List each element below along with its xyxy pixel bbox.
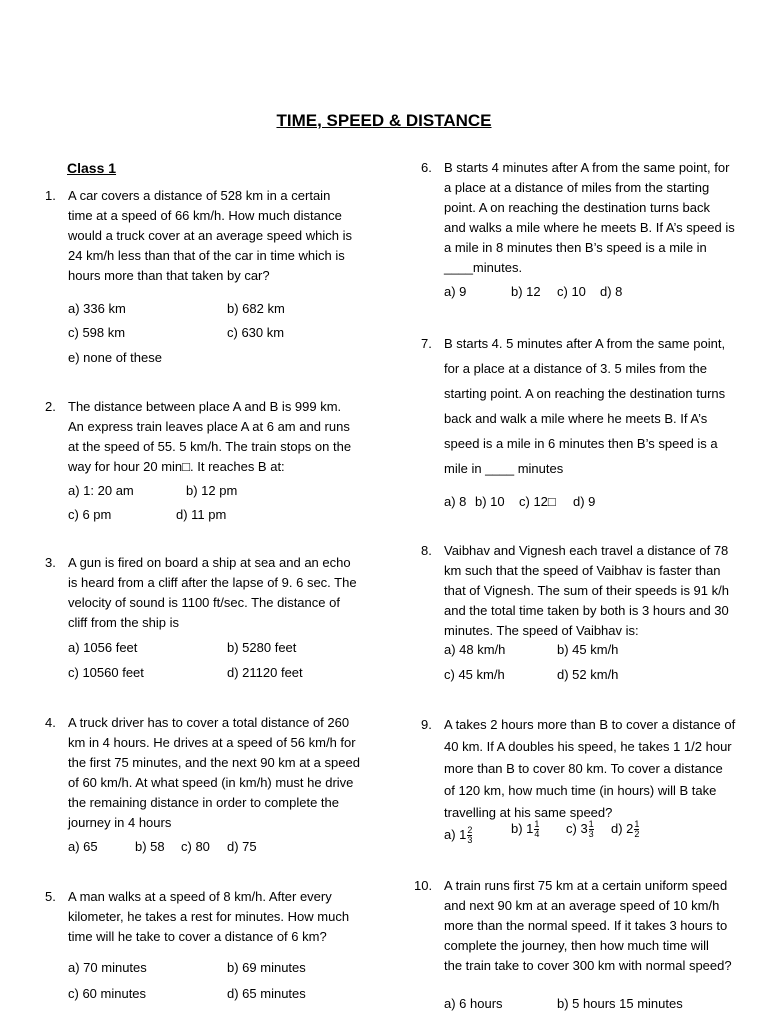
- question-number: 5.: [45, 889, 56, 904]
- option-b: b) 12: [511, 284, 541, 299]
- option-c: c) 10560 feet: [68, 665, 144, 680]
- option-a: a) 8: [444, 494, 467, 509]
- class-heading: Class 1: [67, 160, 117, 176]
- option-d: d) 2 $\frac{1}{2}$: [611, 819, 640, 839]
- option-c: c) 3 $\frac{1}{3}$: [566, 819, 594, 839]
- fraction: $\frac{1}{3}$: [588, 819, 594, 839]
- fraction: $\frac{1}{2}$: [634, 819, 640, 839]
- option-a: a) 1056 feet: [68, 640, 138, 655]
- option-b: b) 1 $\frac{1}{4}$: [511, 819, 540, 839]
- question-3: [45, 553, 378, 633]
- option-d: d) 9: [573, 494, 596, 509]
- question-text: The distance between place A and B is 999 km. An express train leaves place A at 6 am and runs at the speed of 55. 5 km/h. The train stops on the way for hour 20 min□. It reaches B at:: [68, 399, 352, 474]
- question-5: [45, 887, 378, 947]
- option-c: c) 45 km/h: [444, 667, 505, 682]
- option-b: b) 5 hours 15 minutes: [557, 996, 683, 1011]
- fraction: $\frac{2}{3}$: [467, 825, 473, 845]
- question-text: A car covers a distance of 528 km in a certain time at a speed of 66 km/h. How much distance would a truck cover at an average speed which is 24 km/h less than that of the car in time which is hours more than that taken by car?: [68, 188, 352, 283]
- question-text: A man walks at a speed of 8 km/h. After every kilometer, he takes a rest for minutes. How much time will he take to cover a distance of 6 km?: [68, 889, 350, 944]
- option-c-second: c) 630 km: [227, 325, 285, 340]
- option-b: b) 69 minutes: [227, 960, 306, 975]
- question-text: A truck driver has to cover a total distance of 260 km in 4 hours. He drives at a speed of 56 km/h for the first 75 minutes, and the next 90 km at a speed of 60 km/h. At what speed (in km/h) must he drive the remaining distance in order to complete the journey in 4 hours: [68, 715, 360, 830]
- option-c: c) 10: [557, 284, 586, 299]
- question-4: [45, 713, 378, 833]
- option-d: d) 65 minutes: [227, 986, 306, 1001]
- option-a: a) 65: [68, 839, 98, 854]
- question-6: [421, 158, 754, 278]
- option-a: a) 70 minutes: [68, 960, 147, 975]
- question-number: 6.: [421, 160, 432, 175]
- option-d: d) 21120 feet: [227, 665, 303, 680]
- question-7: [421, 331, 754, 481]
- question-10: [414, 876, 754, 976]
- option-b: b) 12 pm: [186, 483, 238, 498]
- question-text: Vaibhav and Vignesh each travel a distance of 78 km such that the speed of Vaibhav is faster than that of Vignesh. The sum of their speeds is 91 k/h and the total time taken by both is 3 hours and 30 minutes. The speed of Vaibhav is:: [444, 543, 729, 638]
- question-text: B starts 4. 5 minutes after A from the same point, for a place at a distance of 3. 5 miles from the starting point. A on reaching the destination turns back and walk a mile where he meets B. If A’s speed is a mile in 6 minutes then B’s speed is a mile in ____ minutes: [444, 336, 726, 476]
- option-b: b) 682 km: [227, 301, 285, 316]
- question-text: A takes 2 hours more than B to cover a distance of 40 km. If A doubles his speed, he takes 1 1/2 hour more than B to cover 80 km. To cover a distance of 120 km, how much time (in hours) will B take travelling at his same speed?: [444, 717, 736, 820]
- option-b: b) 58: [135, 839, 165, 854]
- option-c: c) 12□: [519, 494, 556, 509]
- question-1: [45, 186, 378, 286]
- option-b: b) 45 km/h: [557, 642, 619, 657]
- option-d: d) 8: [600, 284, 623, 299]
- question-text: A train runs first 75 km at a certain uniform speed and next 90 km at an average speed of 10 km/h more than the normal speed. If it takes 3 hours to complete the journey, then how much time will the train take to cover 300 km with normal speed?: [444, 878, 732, 973]
- question-number: 7.: [421, 336, 432, 351]
- option-a: a) 1: 20 am: [68, 483, 134, 498]
- option-d: d) 52 km/h: [557, 667, 619, 682]
- question-8: [421, 541, 754, 641]
- question-number: 2.: [45, 399, 56, 414]
- question-9: [421, 714, 754, 824]
- option-e: e) none of these: [68, 350, 162, 365]
- question-2: [45, 397, 378, 477]
- option-a: a) 48 km/h: [444, 642, 506, 657]
- option-d: d) 75: [227, 839, 257, 854]
- question-text: B starts 4 minutes after A from the same point, for a place at a distance of miles from the starting point. A on reaching the destination turns back and walks a mile where he meets B. If A’s speed is a mile in 8 minutes then B’s speed is a mile in ____minutes.: [444, 160, 735, 275]
- question-number: 4.: [45, 715, 56, 730]
- option-c: c) 598 km: [68, 325, 126, 340]
- fraction: $\frac{1}{4}$: [534, 819, 540, 839]
- option-a: a) 9: [444, 284, 467, 299]
- question-number: 10.: [414, 878, 433, 893]
- question-number: 3.: [45, 555, 56, 570]
- option-b: b) 10: [475, 494, 505, 509]
- option-d: d) 11 pm: [176, 507, 227, 522]
- option-c: c) 60 minutes: [68, 986, 147, 1001]
- option-a: a) 6 hours: [444, 996, 503, 1011]
- question-number: 9.: [421, 717, 432, 732]
- question-text: A gun is fired on board a ship at sea and an echo is heard from a cliff after the lapse of 9. 6 sec. The velocity of sound is 1100 ft/sec. The distance of cliff from the ship is: [68, 555, 357, 630]
- question-number: 1.: [45, 188, 56, 203]
- option-b: b) 5280 feet: [227, 640, 297, 655]
- option-a: a) 336 km: [68, 301, 126, 316]
- question-number: 8.: [421, 543, 432, 558]
- option-a: a) 1 $\frac{2}{3}$: [444, 825, 473, 845]
- option-c: c) 6 pm: [68, 507, 112, 522]
- page-title: TIME, SPEED & DISTANCE: [276, 111, 492, 130]
- option-c: c) 80: [181, 839, 210, 854]
